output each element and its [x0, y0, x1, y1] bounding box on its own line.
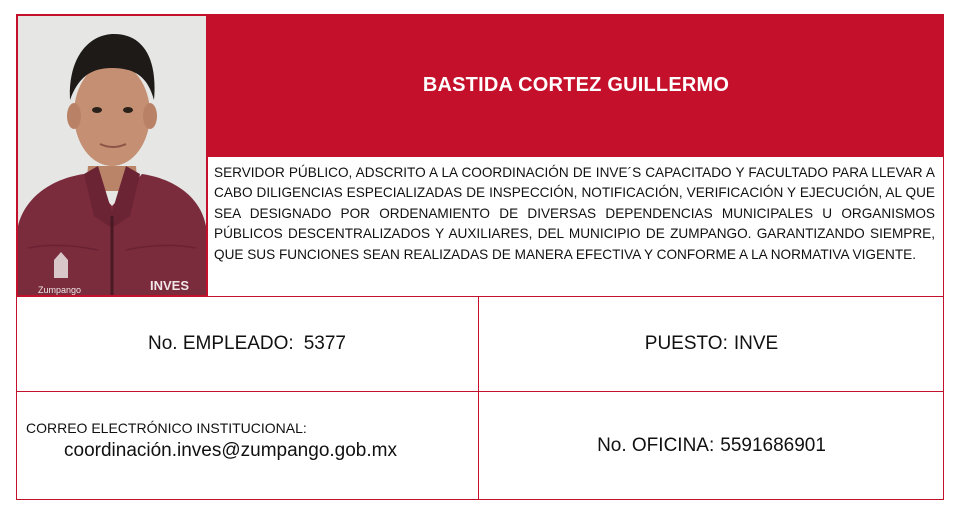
employee-description: SERVIDOR PÚBLICO, ADSCRITO A LA COORDINACIÓN DE INVE´S CAPACITADO Y FACULTADO PARA LLEVAR A CABO DILIGENCIAS ESPECIALIZADAS DE INSPECCIÓN, NOTIFICACIÓN, VERIFICACIÓN Y EJECUCIÓN, AL QUE SEA DESIGNADO POR ORDENAMIENTO DE DIVERSAS DEPENDENCIAS MUNICIPALES U ORGANISMOS PÚBLICOS DESCENTRALIZADOS Y AUXILIARES, DEL MUNICIPIO DE ZUMPANGO. GARANTIZANDO SIEMPRE, QUE SUS FUNCIONES SEAN REALIZADAS DE MANERA EFECTIVA Y CONFORME A LA NORMATIVA VIGENTE. [214, 165, 935, 262]
office-label: No. OFICINA: [597, 435, 715, 456]
office-number: 5591686901 [720, 435, 826, 456]
vest-inves-text: INVES [150, 278, 190, 293]
employee-name: BASTIDA CORTEZ GUILLERMO [422, 74, 730, 96]
email-value[interactable]: coordinación.inves@zumpango.gob.mx [64, 440, 397, 461]
employee-number-cell [16, 297, 479, 391]
info-row-2 [16, 392, 944, 500]
email-cell [16, 392, 479, 500]
position-cell [479, 297, 944, 391]
info-row-1 [16, 297, 944, 392]
email-label: CORREO ELECTRÓNICO INSTITUCIONAL: [26, 420, 307, 436]
position-value: INVE [733, 333, 779, 354]
position-label: PUESTO: [644, 333, 728, 354]
vest-logo-text: Zumpango [38, 285, 82, 295]
employee-number: 5377 [303, 333, 346, 354]
office-cell [479, 392, 944, 500]
name-header [208, 14, 944, 157]
employee-number-label: No. EMPLEADO: [148, 333, 294, 354]
employee-photo [16, 14, 208, 297]
description-cell [208, 157, 944, 297]
